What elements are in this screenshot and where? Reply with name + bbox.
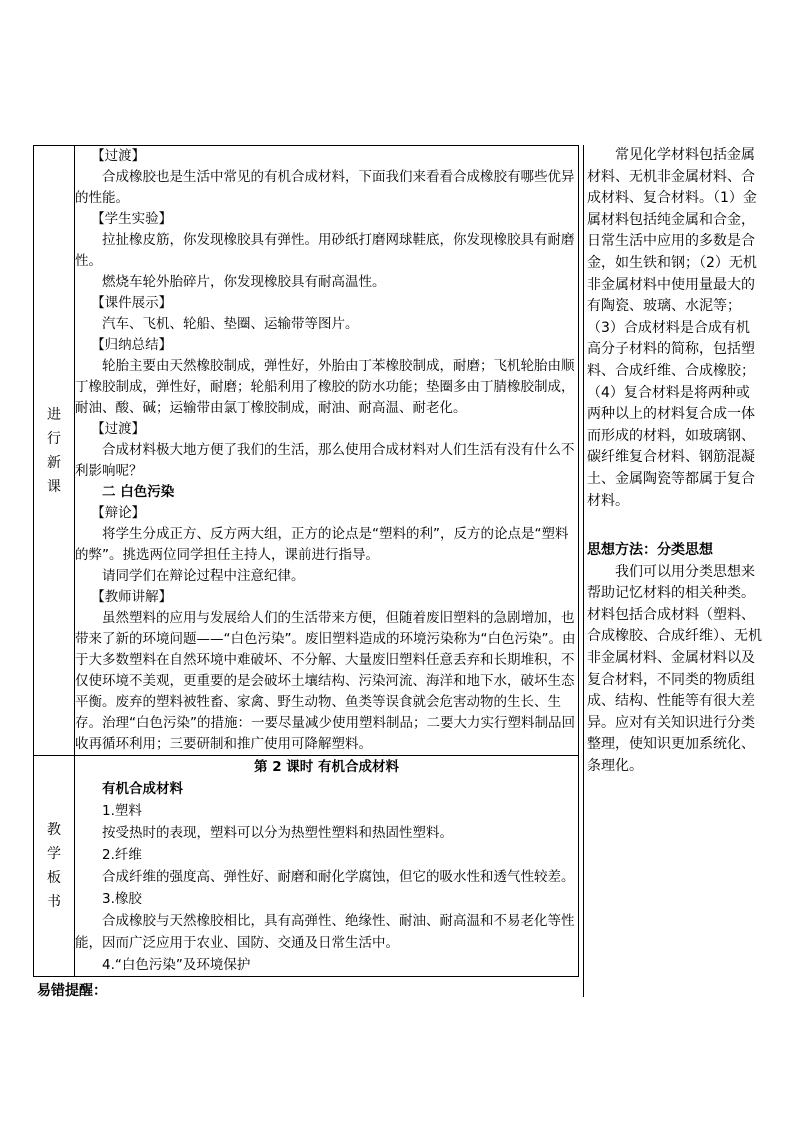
board-paragraph: 1.塑料 xyxy=(102,803,142,819)
board-paragraph: 按受热时的表现，塑料可以分为热塑性塑料和热固性塑料。 xyxy=(102,825,453,841)
board-paragraph: 合成橡胶与天然橡胶相比，具有高弹性、绝缘性、耐油、耐高温和不易老化等性能，因而广泛应用于农业、国防、交通及日常生活中。 xyxy=(75,913,575,951)
side-notes xyxy=(587,145,763,778)
lesson-paragraph: 燃烧车轮外胎碎片，你发现橡胶具有耐高温性。 xyxy=(102,274,386,290)
lesson-table xyxy=(33,145,579,977)
lesson-paragraph: 虽然塑料的应用与发展给人们的生活带来方便，但随着废旧塑料的急剧增加，也带来了新的环境问题——“白色污染”。废旧塑料造成的环境污染称为“白色污染”。由于大多数塑料在自然环境中难破坏、不分解、大量废旧塑料任意丢弃和长期堆积，不仅使环境不美观，更重要的是会破坏土壤结构、污染河流、海洋和地下水，破坏生态平衡。废弃的塑料被牲畜、家禽、野生动物、鱼类等误食就会危害动物的生长、生存。治理“白色污染”的措施：一要尽量减少使用塑料制品；二要大力实行塑料制品回收再循环利用；三要研制和推广使用可降解塑料。 xyxy=(75,610,576,752)
lesson-paragraph: 二 白色污染 xyxy=(102,484,175,500)
board-title: 第 2 课时 有机合成材料 xyxy=(254,759,399,775)
lesson-label: 进行新课 xyxy=(47,406,61,495)
lesson-paragraph: 拉扯橡皮筋，你发现橡胶具有弹性。用砂纸打磨网球鞋底，你发现橡胶具有耐磨性。 xyxy=(75,232,575,269)
board-content xyxy=(75,756,579,977)
lesson-paragraph: 【课件展示】 xyxy=(91,295,173,311)
board-paragraph: 4.“白色污染”及环境保护 xyxy=(102,957,251,973)
lesson-paragraph: 【教师讲解】 xyxy=(91,589,173,605)
lesson-label-cell xyxy=(34,146,75,756)
board-label-cell xyxy=(34,756,75,977)
board-paragraph: 2.纤维 xyxy=(102,847,142,863)
board-row xyxy=(34,756,579,977)
lesson-paragraph: 合成橡胶也是生活中常见的有机合成材料，下面我们来看看合成橡胶有哪些优异的性能。 xyxy=(75,169,575,206)
lesson-paragraph: 轮胎主要由天然橡胶制成，弹性好，外胎由丁苯橡胶制成，耐磨；飞机轮胎由顺丁橡胶制成，弹性好，耐磨；轮船利用了橡胶的防水功能；垫圈多由丁腈橡胶制成，耐油、酸、碱；运输带由氯丁橡胶制成，耐油、耐高温、耐老化。 xyxy=(75,358,575,416)
side-summary: 常见化学材料包括金属材料、无机非金属材料、合成材料、复合材料。（1）金属材料包括纯金属和合金，日常生活中应用的多数是合金，如生铁和钢；（2）无机非金属材料中使用量最大的有陶瓷、玻璃、水泥等；（3）合成材料是合成有机高分子材料的简称，包括塑料、合成纤维、合成橡胶；（4）复合材料是将两种或两种以上的材料复合成一体而形成的材料，如玻璃钢、碳纤维复合材料、钢筋混凝土、金属陶瓷等都属于复合材料。 xyxy=(587,147,757,509)
lesson-paragraph: 合成材料极大地方便了我们的生活，那么使用合成材料对人们生活有没有什么不利影响呢？ xyxy=(75,442,575,479)
board-paragraph: 合成纤维的强度高、弹性好、耐磨和耐化学腐蚀，但它的吸水性和透气性较差。 xyxy=(102,869,575,885)
board-paragraph: 有机合成材料 xyxy=(102,781,183,797)
lesson-paragraph: 【学生实验】 xyxy=(91,211,173,227)
board-paragraphs xyxy=(75,778,578,976)
lesson-paragraph: 汽车、飞机、轮船、垫圈、运输带等图片。 xyxy=(102,316,359,332)
board-paragraph: 3.橡胶 xyxy=(102,891,142,907)
board-label: 教学板书 xyxy=(47,822,61,910)
lesson-paragraph: 将学生分成正方、反方两大组，正方的论点是“塑料的利”，反方的论点是“塑料的弊”。挑选两位同学担任主持人，课前进行指导。 xyxy=(75,526,569,563)
error-reminder-label: 易错提醒： xyxy=(37,983,107,999)
column-divider xyxy=(583,145,584,997)
method-title: 思想方法：分类思想 xyxy=(587,542,713,559)
lesson-paragraph: 请同学们在辩论过程中注意纪律。 xyxy=(102,568,305,584)
lesson-content xyxy=(75,146,579,756)
lesson-paragraph: 【辩论】 xyxy=(91,505,146,521)
method-text: 我们可以用分类思想来帮助记忆材料的相关种类。材料包括合成材料（塑料、合成橡胶、合成纤维）、无机非金属材料、金属材料以及复合材料，不同类的物质组成、结构、性能等有很大差异。应对有关知识进行分类整理，使知识更加系统化、条理化。 xyxy=(587,563,762,775)
lesson-paragraph: 【过渡】 xyxy=(91,148,146,164)
lesson-paragraph: 【归纳总结】 xyxy=(91,337,173,353)
lesson-row xyxy=(34,146,579,756)
lesson-paragraph: 【过渡】 xyxy=(91,421,146,437)
